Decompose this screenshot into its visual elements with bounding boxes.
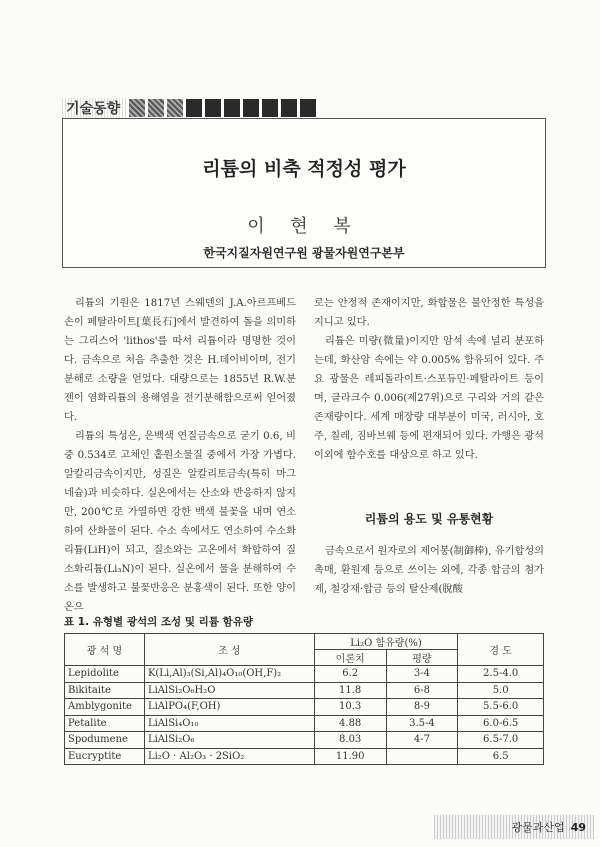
- cell-theoretical: 11.90: [314, 748, 386, 765]
- cell-formula: K(Li,Al)₃(Si,Al)₄O₁₀(OH,F)₂: [144, 666, 314, 683]
- cell-formula: LiAlSi₂O₆H₂O: [144, 682, 314, 699]
- author-name: 이 현 복: [247, 216, 361, 237]
- header-theoretical: 이론치: [314, 650, 386, 666]
- ore-composition-table: [64, 633, 544, 765]
- cell-mineral: Bikitaite: [65, 682, 145, 699]
- header-composition: 조 성: [144, 634, 314, 666]
- cell-mineral: Amblygonite: [65, 699, 145, 716]
- table-row: [65, 748, 544, 765]
- cell-formula: LiAlSi₂O₆: [144, 732, 314, 749]
- cell-theoretical: 4.88: [314, 715, 386, 732]
- cell-hardness: 5.5-6.0: [458, 699, 544, 716]
- decorative-square: [300, 99, 316, 117]
- cell-mineral: Spodumene: [65, 732, 145, 749]
- journal-name: 광물과산업: [511, 821, 565, 834]
- cell-theoretical: 11.8: [314, 682, 386, 699]
- cell-formula: Li₂O · Al₂O₃ · 2SiO₂: [144, 748, 314, 765]
- paragraph: 리튬의 기원은 1817년 스웨덴의 J.A.아르프베드손이 페탈라이트[葉長石]에서 발견하여 돌을 의미하는 그리스어 'lithos'를 따서 리튬이라 명명한 것이다. 금속으로 처음 추출한 것은 H.데이비이며, 전기분해로 소량을 얻었다. 대량으로는 1855년 R.W.분젠이 염화리튬의 용해염을 전기분해함으로써 얻어졌다.: [64, 298, 296, 423]
- header-average: 평량: [386, 650, 458, 666]
- header-mineral: 광 석 명: [65, 634, 145, 666]
- cell-theoretical: 10.3: [314, 699, 386, 716]
- cell-formula: LiAlPO₄(F,OH): [144, 699, 314, 716]
- table-row: [65, 732, 544, 749]
- table-title: 표 1. 유형별 광석의 조성 및 리튬 함유량: [64, 616, 254, 628]
- section-heading: 리튬의 용도 및 유통현황: [364, 512, 494, 526]
- cell-mineral: Eucryptite: [65, 748, 145, 765]
- section-label: 기술동향: [62, 98, 126, 118]
- cell-average: 4-7: [386, 732, 458, 749]
- cell-hardness: 6.0-6.5: [458, 715, 544, 732]
- paragraph: 리튬의 특성은, 은백색 연질금속으로 굳기 0.6, 비중 0.534로 고체인 홑원소물질 중에서 가장 가볍다. 알칼리금속이지만, 성질은 알칼리토금속(특히 마그네슘)과 비슷하다. 실온에서는 산소와 반응하지 않지만, 200℃로 가열하면 강한 백색 불꽃을 내며 연소하여 산화물이 된다. 수소 속에서도 연소하여 수소화리튬(LiH)이 되고, 질소와는 고온에서 화합하여 질소화리튬(Li₃N)이 된다. 실온에서 물을 분해하여 수소를 발생하고 불꽃반응은 분홍색이 된다. 또한 양이온으: [64, 431, 296, 613]
- decorative-square: [167, 99, 183, 117]
- paragraph: 로는 안정적 존재이지만, 화합물은 불안정한 특성을 지니고 있다.: [314, 298, 544, 328]
- cell-theoretical: 6.2: [314, 666, 386, 683]
- cell-mineral: Lepidolite: [65, 666, 145, 683]
- cell-average: 6-8: [386, 682, 458, 699]
- page-footer: [434, 815, 594, 839]
- paragraph: 금속으로서 원자로의 제어봉(制御棒), 유기합성의 촉매, 환원제 등으로 쓰이는 외에, 각종 합금의 첨가제, 철강재·합금 등의 탈산제(脫酸: [314, 546, 544, 595]
- cell-theoretical: 8.03: [314, 732, 386, 749]
- table-row: [65, 699, 544, 716]
- cell-hardness: 6.5-7.0: [458, 732, 544, 749]
- decorative-square: [186, 99, 202, 117]
- decorative-square: [281, 99, 297, 117]
- cell-formula: LiAlSi₄O₁₀: [144, 715, 314, 732]
- cell-hardness: 5.0: [458, 682, 544, 699]
- decorative-square: [148, 99, 164, 117]
- cell-mineral: Petalite: [65, 715, 145, 732]
- header-li2o: Li₂O 함유량(%): [314, 634, 458, 650]
- decorative-square: [205, 99, 221, 117]
- page-number: 49: [570, 820, 586, 834]
- cell-hardness: 2.5-4.0: [458, 666, 544, 683]
- header-hardness: 경 도: [458, 634, 544, 666]
- paragraph: 리튬은 미량(微量)이지만 암석 속에 널리 분포하는데, 화산암 속에는 약 0.005% 함유되어 있다. 주요 광물은 레피돌라이트·스포듀민·페탈라이트 등이며, 클라크수 0.006(제27위)으로 구리와 거의 같은 존재량이다. 세계 매장량 대부분이 미국, 러시아, 호주, 칠레, 짐바브웨 등에 편재되어 있다. 가행은 광석 이외에 함수호를 대상으로 하고 있다.: [314, 336, 544, 461]
- decorative-square: [243, 99, 259, 117]
- decorative-square: [224, 99, 240, 117]
- author-affiliation: 한국지질자원연구원 광물자원연구본부: [203, 246, 405, 260]
- cell-average: [386, 748, 458, 765]
- article-title: 리튬의 비축 적정성 평가: [202, 158, 406, 180]
- table-row: [65, 666, 544, 683]
- table-row: [65, 715, 544, 732]
- cell-average: 3.5-4: [386, 715, 458, 732]
- title-box: [62, 118, 546, 268]
- body-column-right: [314, 294, 544, 465]
- cell-average: 8-9: [386, 699, 458, 716]
- table-row: [65, 682, 544, 699]
- body-column-right-lower: [314, 542, 544, 599]
- cell-average: 3-4: [386, 666, 458, 683]
- cell-hardness: 6.5: [458, 748, 544, 765]
- decorative-square: [262, 99, 278, 117]
- section-header-bar: [62, 97, 316, 119]
- body-column-left: [64, 294, 296, 617]
- decorative-square: [129, 99, 145, 117]
